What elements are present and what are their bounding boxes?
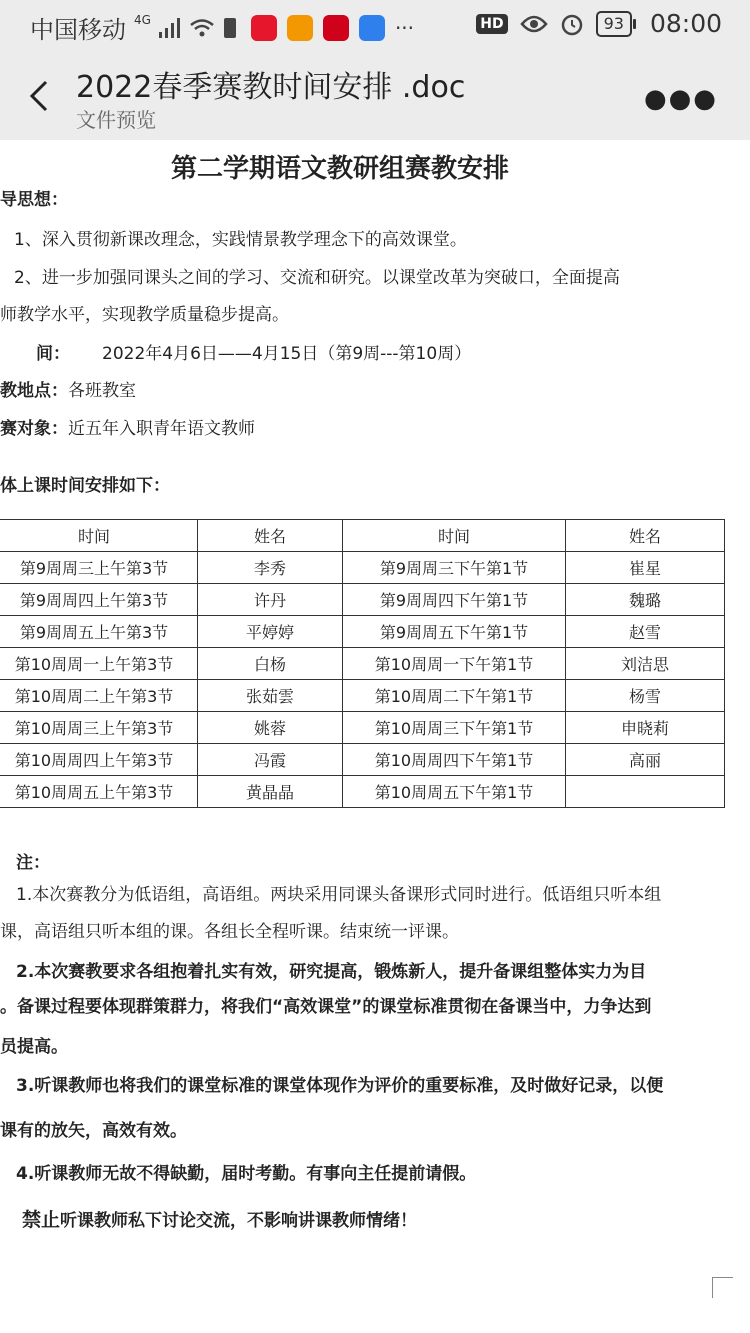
time-cell: 第10周周三下午第1节 [343, 712, 566, 744]
weibo-icon [251, 15, 277, 41]
browser-icon [359, 15, 385, 41]
target-line [0, 414, 255, 439]
time-cell: 第10周周五上午第3节 [0, 776, 198, 808]
note-4: 4.听课教师无故不得缺勤，届时考勤。有事向主任提前请假。 [16, 1164, 477, 1184]
point-2-line-2: 师教学水平，实现教学质量稳步提高。 [0, 305, 289, 325]
clock: 08:00 [649, 9, 722, 38]
note-2-line-1: 2.本次赛教要求各组抱着扎实有效，研究提高，锻炼新人，提升备课组整体实力为目 [16, 962, 647, 982]
header-name-2: 姓名 [566, 520, 725, 552]
target-label: 赛对象： [0, 419, 68, 439]
file-preview-label: 文件预览 [76, 108, 156, 132]
name-cell: 刘洁思 [566, 648, 725, 680]
time-cell: 第10周周五下午第1节 [343, 776, 566, 808]
name-cell: 许丹 [198, 584, 343, 616]
table-row [0, 712, 725, 744]
page-corner-mark [712, 1277, 733, 1298]
eye-icon [520, 14, 548, 34]
name-cell: 崔星 [566, 552, 725, 584]
name-cell: 姚蓉 [198, 712, 343, 744]
news-app-icon [323, 15, 349, 41]
point-2-line-1: 2、进一步加强同课头之间的学习、交流和研究。以课堂改革为突破口，全面提高 [14, 268, 620, 288]
name-cell: 张茹雲 [198, 680, 343, 712]
status-bar [0, 0, 750, 52]
network-type: 4G [134, 12, 151, 27]
table-row [0, 648, 725, 680]
time-value: 2022年4月6日——4月15日（第9周---第10周） [102, 344, 472, 364]
place-label: 教地点： [0, 381, 68, 401]
table-row [0, 680, 725, 712]
note-3-line-1: 3.听课教师也将我们的课堂标准的课堂体现作为评价的重要标准，及时做好记录，以便 [16, 1076, 664, 1096]
target-value: 近五年入职青年语文教师 [68, 419, 255, 439]
app-bar [0, 52, 750, 140]
time-cell: 第9周周四下午第1节 [343, 584, 566, 616]
name-cell: 白杨 [198, 648, 343, 680]
name-cell: 黄晶晶 [198, 776, 343, 808]
note-2-line-3: 员提高。 [0, 1037, 68, 1057]
taobao-icon [287, 15, 313, 41]
file-title: 2022春季赛教时间安排 .doc [76, 70, 466, 105]
ban-rest: 听课教师私下讨论交流，不影响讲课教师情绪！ [60, 1211, 418, 1231]
hd-icon: HD [476, 14, 507, 34]
table-row [0, 776, 725, 808]
header-time-1: 时间 [0, 520, 198, 552]
time-cell: 第9周周三上午第3节 [0, 552, 198, 584]
table-header-row [0, 520, 725, 552]
note-3-line-2: 课有的放矢，高效有效。 [0, 1121, 187, 1141]
time-cell: 第9周周五上午第3节 [0, 616, 198, 648]
header-time-2: 时间 [343, 520, 566, 552]
name-cell: 赵雪 [566, 616, 725, 648]
note-2-line-2: 。备课过程要体现群策群力，将我们“高效课堂”的课堂标准贯彻在备课当中，力争达到 [0, 997, 652, 1017]
document-preview[interactable] [0, 140, 750, 1333]
name-cell: 杨雪 [566, 680, 725, 712]
time-cell: 第10周周一下午第1节 [343, 648, 566, 680]
time-cell: 第10周周四下午第1节 [343, 744, 566, 776]
name-cell: 高丽 [566, 744, 725, 776]
note-1-line-1: 1.本次赛教分为低语组，高语组。两块采用同课头备课形式同时进行。低语组只听本组 [16, 885, 662, 905]
time-cell: 第9周周四上午第3节 [0, 584, 198, 616]
name-cell: 魏璐 [566, 584, 725, 616]
note-label: 注： [16, 853, 50, 873]
sim-card-icon [223, 17, 237, 39]
carrier-name: 中国移动 [30, 16, 126, 44]
place-value: 各班教室 [68, 381, 136, 401]
ban-line [22, 1205, 417, 1232]
name-cell [566, 776, 725, 808]
signal-icon [159, 18, 181, 38]
ban-prefix: 禁止 [22, 1209, 61, 1231]
document-title: 第二学期语文教研组赛教安排 [170, 154, 509, 184]
time-label: 间： [36, 344, 70, 364]
table-row [0, 584, 725, 616]
time-cell: 第10周周四上午第3节 [0, 744, 198, 776]
schedule-intro: 体上课时间安排如下： [0, 476, 170, 496]
back-arrow-icon[interactable] [22, 74, 62, 118]
header-name-1: 姓名 [198, 520, 343, 552]
table-row [0, 744, 725, 776]
place-line [0, 376, 136, 401]
alarm-icon [560, 12, 584, 36]
schedule-table [0, 519, 725, 808]
point-1: 1、深入贯彻新课改理念，实践情景教学理念下的高效课堂。 [14, 230, 467, 250]
name-cell: 申晓莉 [566, 712, 725, 744]
time-cell: 第10周周三上午第3节 [0, 712, 198, 744]
table-row [0, 616, 725, 648]
time-cell: 第9周周三下午第1节 [343, 552, 566, 584]
name-cell: 李秀 [198, 552, 343, 584]
note-1-line-2: 课，高语组只听本组的课。各组长全程听课。结束统一评课。 [0, 922, 459, 942]
time-cell: 第10周周二上午第3节 [0, 680, 198, 712]
name-cell: 平婷婷 [198, 616, 343, 648]
guiding-label: 导思想： [0, 190, 68, 210]
time-cell: 第10周周二下午第1节 [343, 680, 566, 712]
name-cell: 冯霞 [198, 744, 343, 776]
time-cell: 第9周周五下午第1节 [343, 616, 566, 648]
battery-indicator: 93 [596, 11, 632, 37]
time-cell: 第10周周一上午第3节 [0, 648, 198, 680]
wifi-icon [189, 18, 215, 38]
more-notifications-icon: ··· [394, 15, 415, 40]
table-row [0, 552, 725, 584]
more-options-icon[interactable]: ●●● [643, 84, 718, 114]
